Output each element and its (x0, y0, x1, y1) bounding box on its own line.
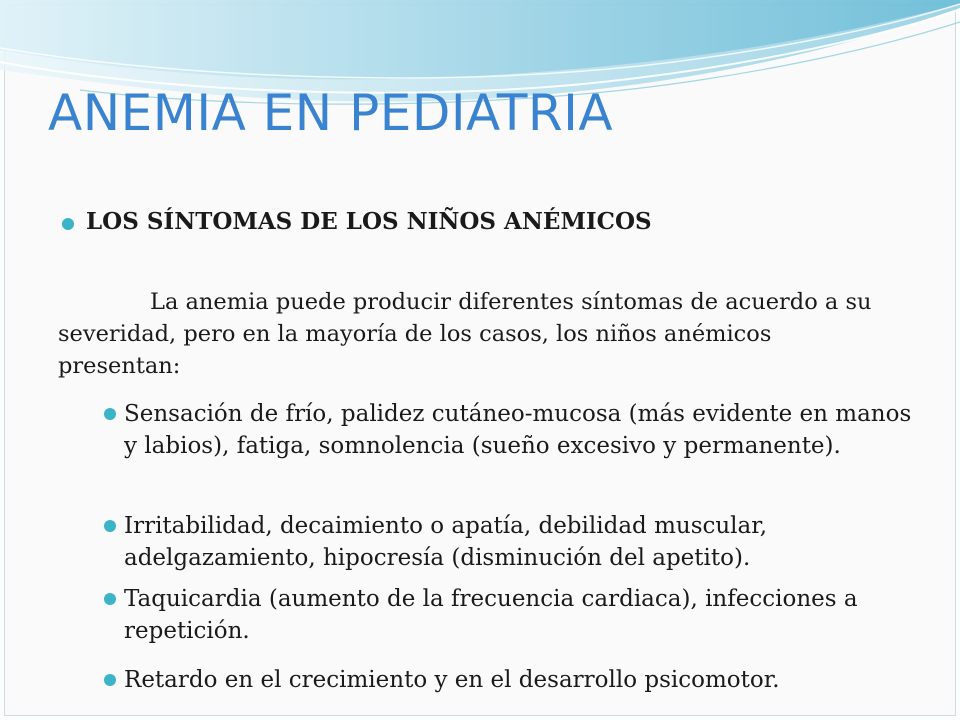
symptom-bullet (104, 593, 116, 605)
symptom-item: Retardo en el crecimiento y en el desarrollo psicomotor. (124, 667, 780, 693)
subheading: LOS SÍNTOMAS DE LOS NIÑOS ANÉMICOS (86, 208, 652, 235)
subheading-bullet (62, 218, 74, 230)
intro-paragraph: La anemia puede producir diferentes síntomas de acuerdo a su severidad, pero en la mayoría de los casos, los niños anémicos presentan: (58, 289, 872, 379)
symptom-bullet (104, 408, 116, 420)
slide-title: ANEMIA EN PEDIATRIA (48, 84, 614, 142)
symptom-item: Taquicardia (aumento de la frecuencia cardiaca), infecciones a repetición. (124, 586, 858, 644)
symptom-bullet (104, 520, 116, 532)
symptom-bullet (104, 674, 116, 686)
symptom-item: Sensación de frío, palidez cutáneo-mucosa (más evidente en manos y labios), fatiga, somnolencia (sueño excesivo y permanente). (124, 401, 912, 459)
symptom-item: Irritabilidad, decaimiento o apatía, debilidad muscular, adelgazamiento, hipocresía (disminución del apetito). (124, 513, 768, 571)
